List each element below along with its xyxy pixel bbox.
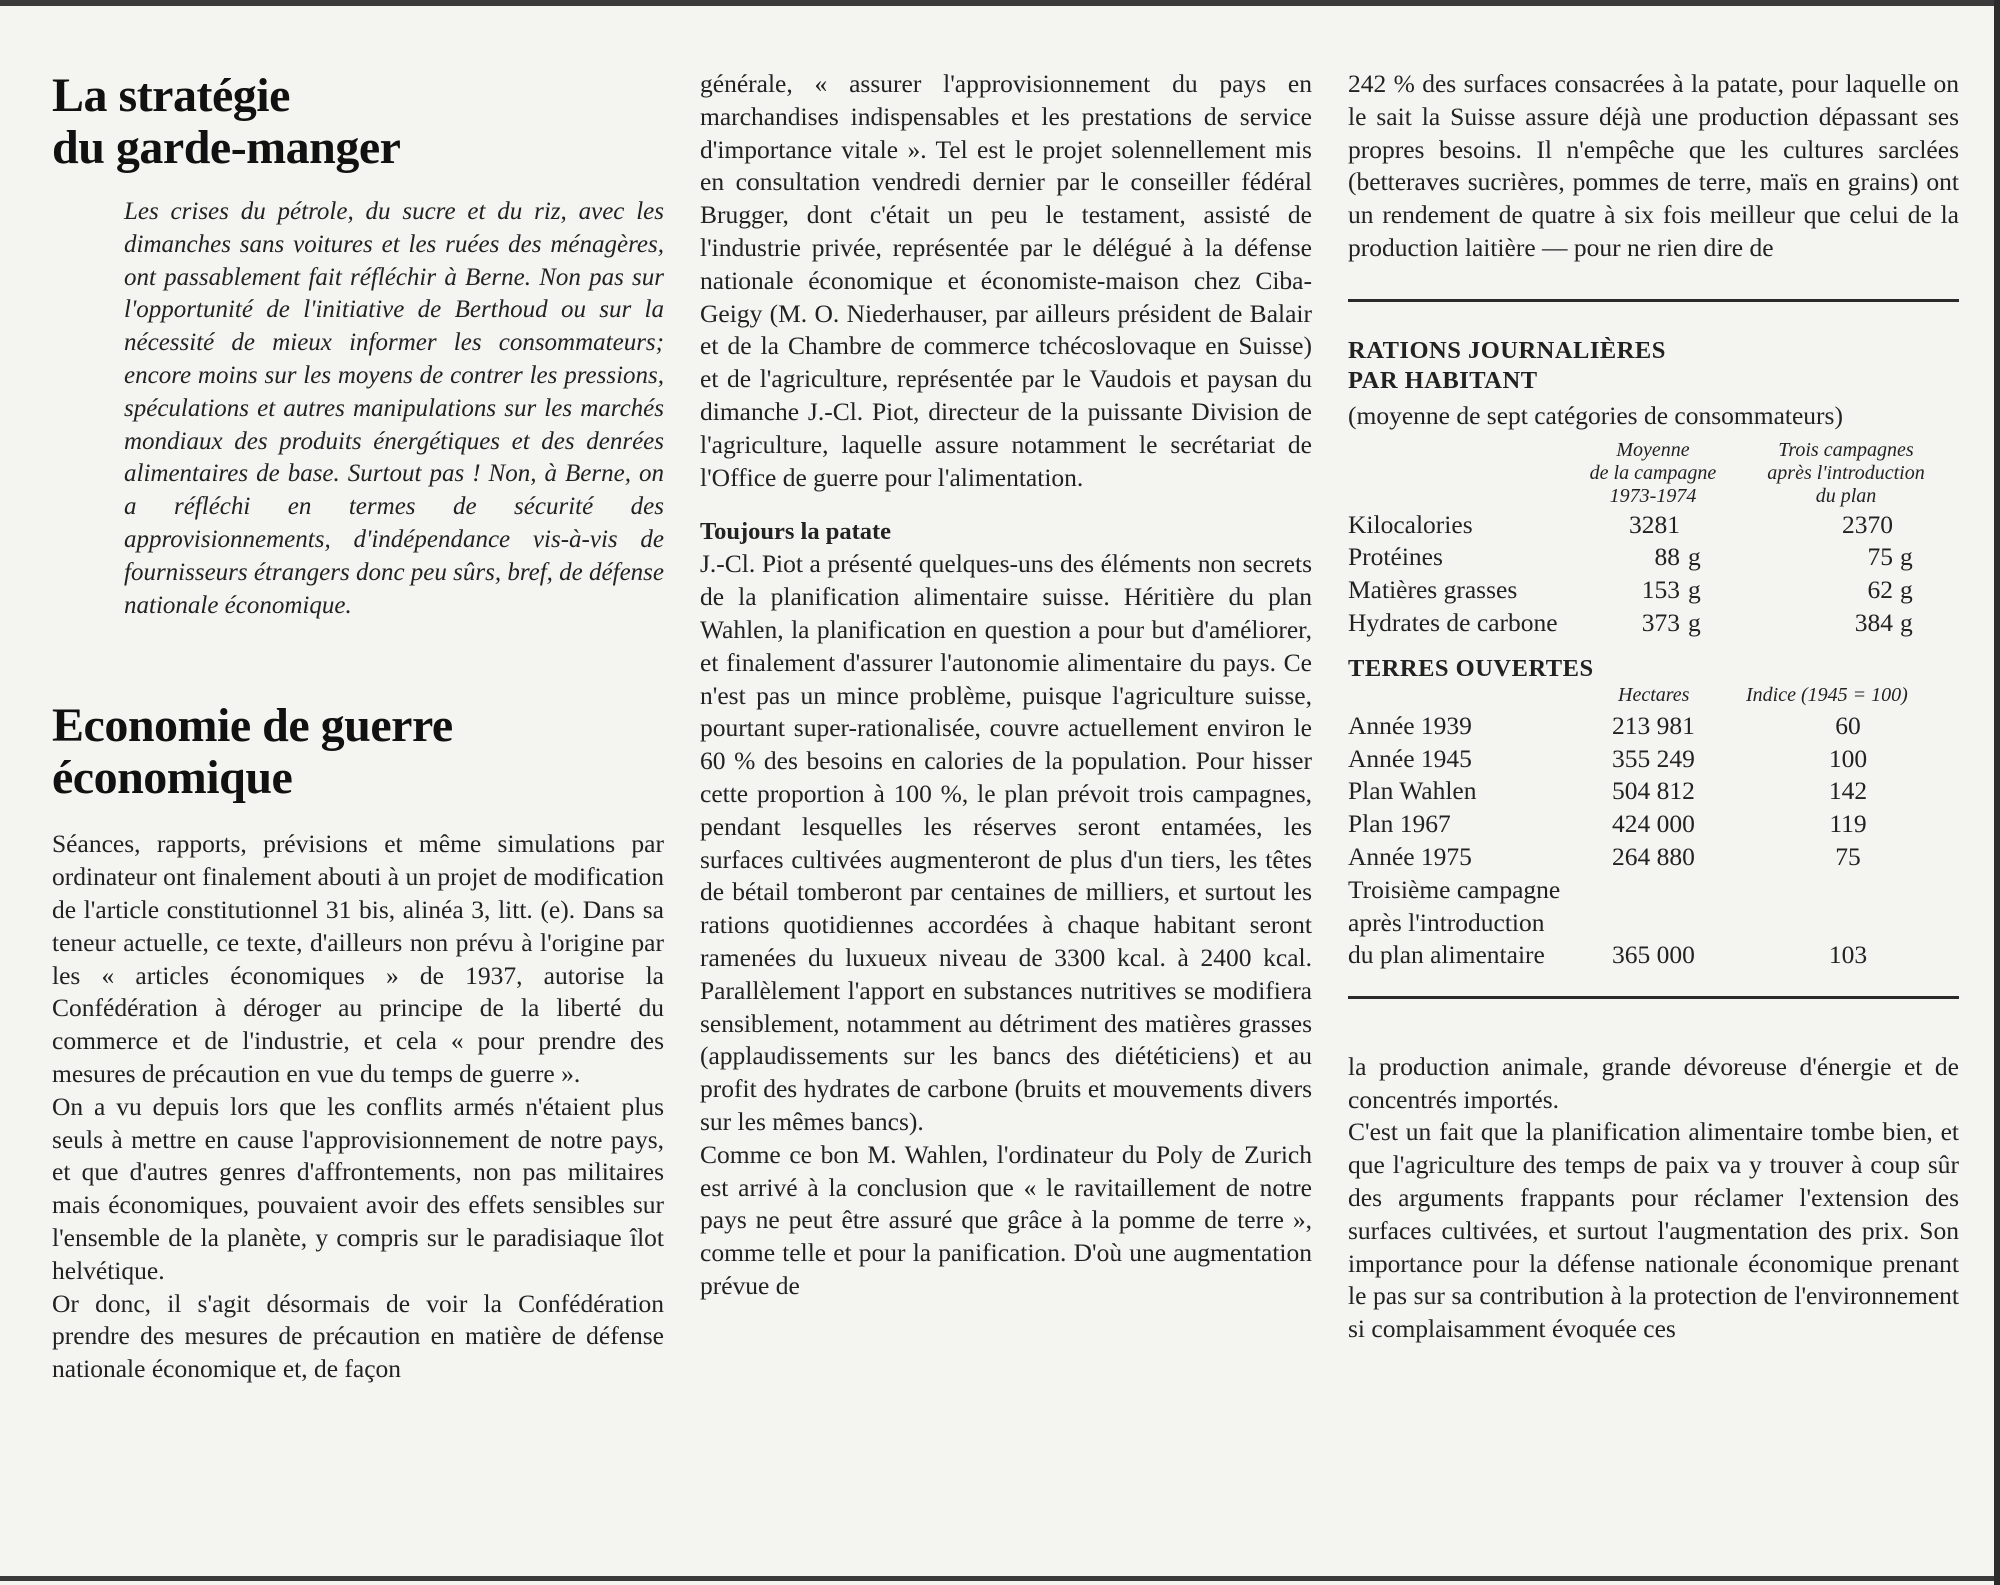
body-paragraph: Séances, rapports, prévisions et même simulations par ordinateur ont finalement abouti à un projet de modification de l'article constitutionnel 31 bis, alinéa 3, litt. (e). Dans sa teneur actuelle, ce texte, d'ailleurs non prévu à l'origine par les « articles économiques » de 1937, autorise la Confédération à déroger au principe de la liberté du commerce et de l'industrie, et cela « pour prendre des mesures de précaution en vue du temps de guerre ».	[52, 829, 664, 1088]
body-paragraph: générale, « assurer l'approvisionnement du pays en marchandises indispensables et les prestations de service d'importance vitale ». Tel est le projet solennellement mis en consultation vendredi dernier par le conseiller fédéral Brugger, dont c'était un peu le testament, assisté de l'industrie privée, représentée par le délégué à la défense nationale économique et économiste-maison chez Ciba-Geigy (M. O. Niederhauser, par ailleurs président de Balair et de la Chambre de commerce tchécoslovaque en Suisse) et de l'agriculture, représentée par le Vaudois et paysan du dimanche J.-Cl. Piot, directeur de la puissante Division de l'agriculture, laquelle assure notamment le secrétariat de l'Office de guerre pour l'alimentation.	[700, 69, 1312, 492]
page-edge	[1994, 0, 2000, 1585]
rations-title-line-1: RATIONS JOURNALIÈRES	[1348, 336, 1666, 364]
terres-table	[1348, 654, 1959, 972]
row-label: Plan Wahlen	[1348, 776, 1477, 806]
row-label: Plan 1967	[1348, 809, 1451, 839]
indice-value: 142	[1828, 776, 1868, 806]
table-row	[1348, 607, 1959, 640]
rations-subtitle: (moyenne de sept catégories de consommateurs)	[1348, 400, 1843, 430]
table-row	[1348, 808, 1959, 841]
row-label: Année 1945	[1348, 743, 1472, 773]
row-label: Kilocalories	[1348, 509, 1473, 539]
bottom-border	[0, 1576, 2000, 1581]
header-line: 1973-1974	[1609, 484, 1697, 507]
row-label: Année 1939	[1348, 710, 1472, 740]
hectares-value: 264 880	[1612, 841, 1695, 871]
header-line: Moyenne	[1616, 438, 1690, 461]
section-title-line-1: Economie de guerre	[52, 699, 453, 753]
rations-rows	[1348, 509, 1959, 640]
article-title-line-2: du garde-manger	[52, 121, 401, 174]
moyenne-value: 373	[1641, 607, 1680, 637]
campagnes-value: 75	[1867, 542, 1893, 572]
article-title	[52, 70, 664, 174]
intro-paragraph: Les crises du pétrole, du sucre et du riz, avec les dimanches sans voitures et les ruées des ménagères, ont passablement fait réfléchir à Berne. Non pas sur l'opportunité de l'initiative de Berthoud ou sur la nécessité de mieux informer les consommateurs; encore moins sur les moyens de contrer les pressions, spéculations et autres manipulations sur les marchés mondiaux des produits énergétiques et des denrées alimentaires de base. Surtout pas ! Non, à Berne, on a réfléchi en termes de sécurité des approvisionnements, d'indépendance vis-à-vis de fournisseurs étrangers donc peu sûrs, bref, de défense nationale économique.	[124, 198, 664, 619]
article-title-line-1: La stratégie	[52, 69, 290, 122]
body-paragraph: 242 % des surfaces consacrées à la patate, pour laquelle on le sait la Suisse assure déjà une production dépassant ses propres besoins. Il n'empêche que les cultures sarclées (betteraves sucrières, pommes de terre, maïs en grains) ont un rendement de quatre à six fois meilleur que celui de la production laitière — pour ne rien dire de	[1348, 69, 1959, 262]
header-line: après l'introduction	[1767, 461, 1925, 484]
unit: g	[1688, 607, 1701, 637]
label-line: après l'introduction	[1348, 907, 1545, 937]
body-paragraph: C'est un fait que la planification alimentaire tombe bien, et que l'agriculture des temps de paix va y trouver à coup sûr des arguments frappants pour réclamer l'extension des surfaces cultivées, et surtout l'augmentation des prix. Son importance pour la défense nationale économique prenant le pas sur sa contribution à la protection de l'environnement si complaisamment évoquée ces	[1348, 1117, 1959, 1344]
rations-col-a-header	[1568, 439, 1738, 508]
moyenne-value: 88	[1654, 542, 1680, 572]
section-title-line-2: économique	[52, 751, 293, 805]
unit: g	[1900, 542, 1913, 572]
unit: g	[1688, 575, 1701, 605]
hectares-value: 424 000	[1612, 809, 1695, 839]
body-paragraph: Or donc, il s'agit désormais de voir la Confédération prendre des mesures de précaution en matière de défense nationale économique et, de façon	[52, 1288, 664, 1384]
terres-header	[1348, 684, 1959, 710]
table-rule-top	[1348, 299, 1959, 302]
hectares-value: 213 981	[1612, 710, 1695, 740]
hectares-value: 365 000	[1612, 940, 1695, 970]
indice-value: 100	[1828, 743, 1868, 773]
campagnes-value: 2370	[1842, 509, 1893, 539]
top-border	[0, 0, 2000, 6]
campagnes-value: 62	[1867, 575, 1893, 605]
terres-rows	[1348, 710, 1959, 874]
table-row	[1348, 574, 1959, 607]
indice-value: 75	[1835, 841, 1861, 871]
rations-header	[1348, 439, 1959, 509]
row-label: Matières grasses	[1348, 575, 1518, 605]
rations-table	[1348, 336, 1959, 640]
moyenne-value: 3281	[1629, 509, 1680, 539]
row-label: Protéines	[1348, 542, 1443, 572]
header-line: Trois campagnes	[1778, 438, 1914, 461]
body-paragraph: Comme ce bon M. Wahlen, l'ordinateur du Poly de Zurich est arrivé à la conclusion que « le ravitaillement de notre pays ne peut être assuré que grâce à la pomme de terre », comme telle et pour la panification. D'où une augmentation prévue de	[700, 1139, 1312, 1300]
header-line: du plan	[1815, 484, 1877, 507]
label-line: du plan alimentaire	[1348, 940, 1545, 970]
column-3	[1348, 68, 1959, 1346]
column-2	[700, 68, 1312, 1303]
table-row	[1348, 743, 1959, 776]
label-line: Troisième campagne	[1348, 874, 1561, 904]
indice-value: 60	[1835, 710, 1861, 740]
hectares-value: 504 812	[1612, 776, 1695, 806]
table-row	[1348, 874, 1959, 972]
section-title	[52, 700, 664, 804]
rations-title	[1348, 336, 1959, 396]
table-row	[1348, 775, 1959, 808]
unit: g	[1900, 575, 1913, 605]
table-rule-bottom	[1348, 996, 1959, 999]
row-label	[1348, 874, 1560, 972]
campagnes-value: 384	[1854, 607, 1893, 637]
body-paragraph: la production animale, grande dévoreuse d'énergie et de concentrés importés.	[1348, 1051, 1959, 1114]
indice-value: 119	[1829, 809, 1867, 839]
table-row	[1348, 710, 1959, 743]
body-paragraph: J.-Cl. Piot a présenté quelques-uns des éléments non secrets de la planification alimentaire suisse. Héritière du plan Wahlen, la planification en question a pour but d'améliorer, et finalement d'assurer l'autonomie alimentaire du pays. Ce n'est pas un mince problème, puisque l'agriculture suisse, pourtant super-rationalisée, couvre actuellement environ le 60 % des besoins en calories de la population. Pour hisser cette proportion à 100 %, le plan prévoit trois campagnes, pendant lesquelles les réserves seront entamées, les surfaces cultivées augmenteront de plus d'un tiers, les têtes de bétail tomberont par centaines de milliers, et surtout les rations quotidiennes accordées à chaque habitant seront ramenées du luxueux niveau de 3300 kcal. à 2400 kcal. Parallèlement l'apport en substances nutritives se modifiera sensiblement, notamment au détriment des matières grasses (applaudissements sur les bancs des diététiciens) et au profit des hydrates de carbone (bruits et mouvements divers sur les mêmes bancs).	[700, 549, 1312, 1136]
row-label: Année 1975	[1348, 841, 1472, 871]
indice-value: 103	[1828, 940, 1868, 970]
table-row	[1348, 509, 1959, 542]
subheading: Toujours la patate	[700, 518, 892, 546]
unit: g	[1688, 542, 1701, 572]
body-paragraph: On a vu depuis lors que les conflits armés n'étaient plus seuls à mettre en cause l'approvisionnement de notre pays, et que d'autres genres d'affrontements, non pas militaires mais économiques, pouvaient avoir des effets sensibles sur l'ensemble de la planète, y compris sur le paradisiaque îlot helvétique.	[52, 1091, 664, 1285]
unit: g	[1900, 607, 1913, 637]
table-row	[1348, 541, 1959, 574]
terres-col-a-header: Hectares	[1618, 683, 1690, 706]
rations-title-line-2: PAR HABITANT	[1348, 366, 1538, 394]
terres-col-b-header: Indice (1945 = 100)	[1746, 683, 1908, 706]
hectares-value: 355 249	[1612, 743, 1695, 773]
table-row	[1348, 841, 1959, 874]
moyenne-value: 153	[1641, 575, 1680, 605]
column-1	[52, 68, 664, 1386]
rations-col-b-header	[1733, 439, 1959, 508]
header-line: de la campagne	[1589, 461, 1717, 484]
terres-title: TERRES OUVERTES	[1348, 654, 1594, 682]
row-label: Hydrates de carbone	[1348, 607, 1558, 637]
